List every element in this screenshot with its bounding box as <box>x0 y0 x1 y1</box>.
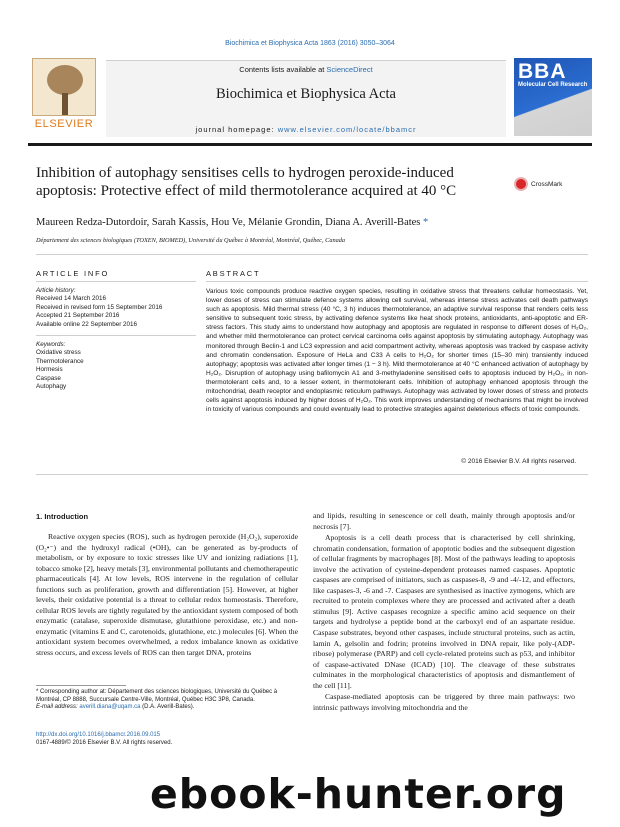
email-link[interactable]: averill.diana@uqam.ca <box>79 704 141 711</box>
keywords-label: Keywords: <box>36 341 66 348</box>
divider <box>36 474 588 475</box>
article-history <box>36 287 196 329</box>
history-item: Available online 22 September 2016 <box>36 320 138 328</box>
cover-title: BBA <box>518 60 567 83</box>
history-item: Received in revised form 15 September 2016 <box>36 303 163 311</box>
email-suffix: (D.A. Averill-Bates). <box>140 704 195 711</box>
footnote-text: * Corresponding author at: Département des sciences biologiques, Université du Québec à Montréal, CP 8888, Succursale Centre-Ville, Montréal, Québec H3C 3P8, Canada. <box>36 689 278 703</box>
crossmark-button[interactable] <box>514 176 594 192</box>
footnote-email-line <box>36 704 298 712</box>
copyright: © 2016 Elsevier B.V. All rights reserved. <box>461 458 576 465</box>
body-paragraph: and lipids, resulting in senescence or cell death, mainly through apoptosis and/or necrosis [7]. <box>313 511 575 531</box>
section-heading: 1. Introduction <box>36 512 89 521</box>
abstract-heading: ABSTRACT <box>206 269 261 278</box>
doi-block <box>36 731 298 747</box>
elsevier-logo[interactable] <box>28 58 100 134</box>
history-item: Received 14 March 2016 <box>36 295 107 303</box>
author-list <box>36 217 596 228</box>
history-item: Accepted 21 September 2016 <box>36 312 120 320</box>
footnote-divider <box>36 685 126 686</box>
keyword: Hormesis <box>36 366 63 374</box>
corresponding-author-marker[interactable]: * <box>420 217 429 228</box>
homepage-prefix: journal homepage: <box>195 125 278 134</box>
crossmark-label: CrossMark <box>531 180 563 188</box>
issn-line: 0167-4889/© 2016 Elsevier B.V. All rights reserved. <box>36 740 173 746</box>
divider <box>206 281 588 282</box>
keyword: Oxidative stress <box>36 349 81 357</box>
homepage-link[interactable]: www.elsevier.com/locate/bbamcr <box>277 125 417 134</box>
doi-link[interactable]: http://dx.doi.org/10.1016/j.bbamcr.2016.09.015 <box>36 732 161 738</box>
email-prefix: E-mail address: <box>36 704 80 711</box>
contents-prefix: Contents lists available at <box>239 65 327 74</box>
body-paragraph: Apoptosis is a cell death process that is characterised by cell shrinking, chromatin condensation, formation of apoptotic bodies and the subsequent digestion of cellular fragments by macrophages [8]. Most of the pathways leading to apoptosis involve the activation of cysteine-dependent proteases named caspases. Apoptotic caspases are comprised of initiators, such as caspases-8, -9 and -4/-12, and effectors, like caspases-3, -6 and -7. Caspases are synthesised as inactive zymogens, which are recruited to protein complexes where they are processed and activated after a death stimulus [9]. Active caspases recognize a specific amino acid sequence on their targets and hydrolyse a peptide bond at the carboxyl end of an aspartate residue. Caspase substrates, beyond other caspases, include structural proteins, such as actin, lamin A, gelsolin and fodrin; proteins involved in DNA repair, like poly-(ADP-ribose) polymerase (PARP) and cell cycle-related proteins such as p53, and inhibitor of caspase-activated DNase (ICAD) [10]. The cleavage of these substrates culminates in the morphological characteristics of apoptosis and dismantlement of the cell [11]. <box>313 533 575 690</box>
tree-logo-icon <box>32 58 96 116</box>
abstract-text: Various toxic compounds produce reactive oxygen species, resulting in oxidative stress that threatens cellular homeostasis. Yet, lower doses of stress can stimulate defence systems allowing cell survival, whereas intense stress activates cell death pathways such as apoptosis. Mild thermal stress (40 °C, 3 h) induces thermotolerance, an adaptive survival response that renders cells less sensitive to subsequent toxic stress, by activating defence systems like heat shock proteins, antioxidants, anti-apoptotic and ER-stress factors. This study aims to understand how autophagy and apoptosis are regulated in response to different doses of H₂O₂, and whether mild thermotolerance can protect cervical carcinoma cells against apoptosis by stimulating autophagy. Autophagy was monitored through Beclin-1 and LC3 expression and acid compartment activity, whereas apoptosis was tracked by caspase activity and chromatin condensation. Exposure of HeLa and C33 A cells to H₂O₂ for shorter times (15–30 min) transiently induced autophagy; apoptosis was activated after longer times (1 − 3 h). Mild thermotolerance at 40 °C enhanced activation of autophagy by H₂O₂. Disruption of autophagy using bafilomycin A1 and 3-methyladenine sensitised cells to apoptosis induced by H₂O₂, in non-thermotolerant cells and, to a lesser extent, in thermotolerant cells. Inhibition of autophagy enhanced apoptosis through the mitochondrial, death receptor and endoplasmic reticulum pathways. Autophagy was activated by lower doses of stress and protects cells against apoptosis induced by higher doses of H₂O₂. This work improves understanding of mechanisms that might be involved in toxicity of various compounds and could eventually lead to protective strategies against deleterious effects of toxic compounds. <box>206 288 588 414</box>
article-info-heading: ARTICLE INFO <box>36 269 110 278</box>
watermark: ebook-hunter.org <box>150 770 567 818</box>
keyword: Thermotolerance <box>36 357 84 365</box>
body-paragraph: Reactive oxygen species (ROS), such as hydrogen peroxide (H₂O₂), superoxide (O₂•⁻) and the hydroxyl radical (•OH), can be generated as by-products of metabolism, or by exposure to toxic stresses like UV and ionizing radiations [1], tobacco smoke [2], heavy metals [3], environmental pollutants and chemotherapeutic pharmaceuticals [4]. At low levels, ROS intervene in the regulation of cellular functions such as proliferation, growth and differentiation [5]. However, at higher levels, their oxidative potential is a threat to cellular redox homeostasis. Therefore, cellular ROS levels are tightly regulated by the antioxidant system composed of both enzymatic (catalase, superoxide dismutase, glutathione peroxidase, etc.) and non-enzymatic (vitamins E and C, carotenoids, glutathione, etc.) molecules [6]. When the antioxidant system becomes overwhelmed, a redox imbalance known as oxidative stress occurs, and excess levels of ROS can then target DNA, proteins <box>36 532 298 658</box>
journal-title: Biochimica et Biophysica Acta <box>216 86 396 102</box>
affiliation: Département des sciences biologiques (TOXEN, BIOMED), Université du Québec à Montréal, Montréal, Québec, Canada <box>36 237 346 244</box>
journal-homepage <box>106 125 506 134</box>
history-label: Article history: <box>36 287 76 294</box>
crossmark-icon <box>514 177 528 191</box>
keyword: Autophagy <box>36 383 67 391</box>
sciencedirect-link[interactable]: ScienceDirect <box>326 65 373 74</box>
contents-line <box>106 65 506 74</box>
body-column-left <box>36 532 298 659</box>
body-paragraph: Caspase-mediated apoptosis can be triggered by three main pathways: two intrinsic pathways involving mitochondria and the <box>313 692 575 712</box>
journal-citation[interactable]: Biochimica et Biophysica Acta 1863 (2016) 3050–3064 <box>225 40 395 47</box>
body-column-right <box>313 511 575 714</box>
keywords <box>36 341 196 391</box>
divider <box>36 335 196 336</box>
article-title: Inhibition of autophagy sensitises cells to hydrogen peroxide-induced apoptosis: Protective effect of mild thermotolerance acquired at 40 °C <box>36 165 457 199</box>
header-divider <box>28 143 592 146</box>
publisher-logo-text: ELSEVIER <box>34 118 94 130</box>
footnote <box>36 689 298 712</box>
keyword: Caspase <box>36 374 61 382</box>
cover-subtitle: Molecular Cell Research <box>518 82 588 88</box>
divider <box>36 254 588 255</box>
authors-names: Maureen Redza-Dutordoir, Sarah Kassis, Hou Ve, Mélanie Grondin, Diana A. Averill-Bates <box>36 217 421 228</box>
divider <box>36 281 196 282</box>
journal-cover[interactable] <box>514 58 592 136</box>
